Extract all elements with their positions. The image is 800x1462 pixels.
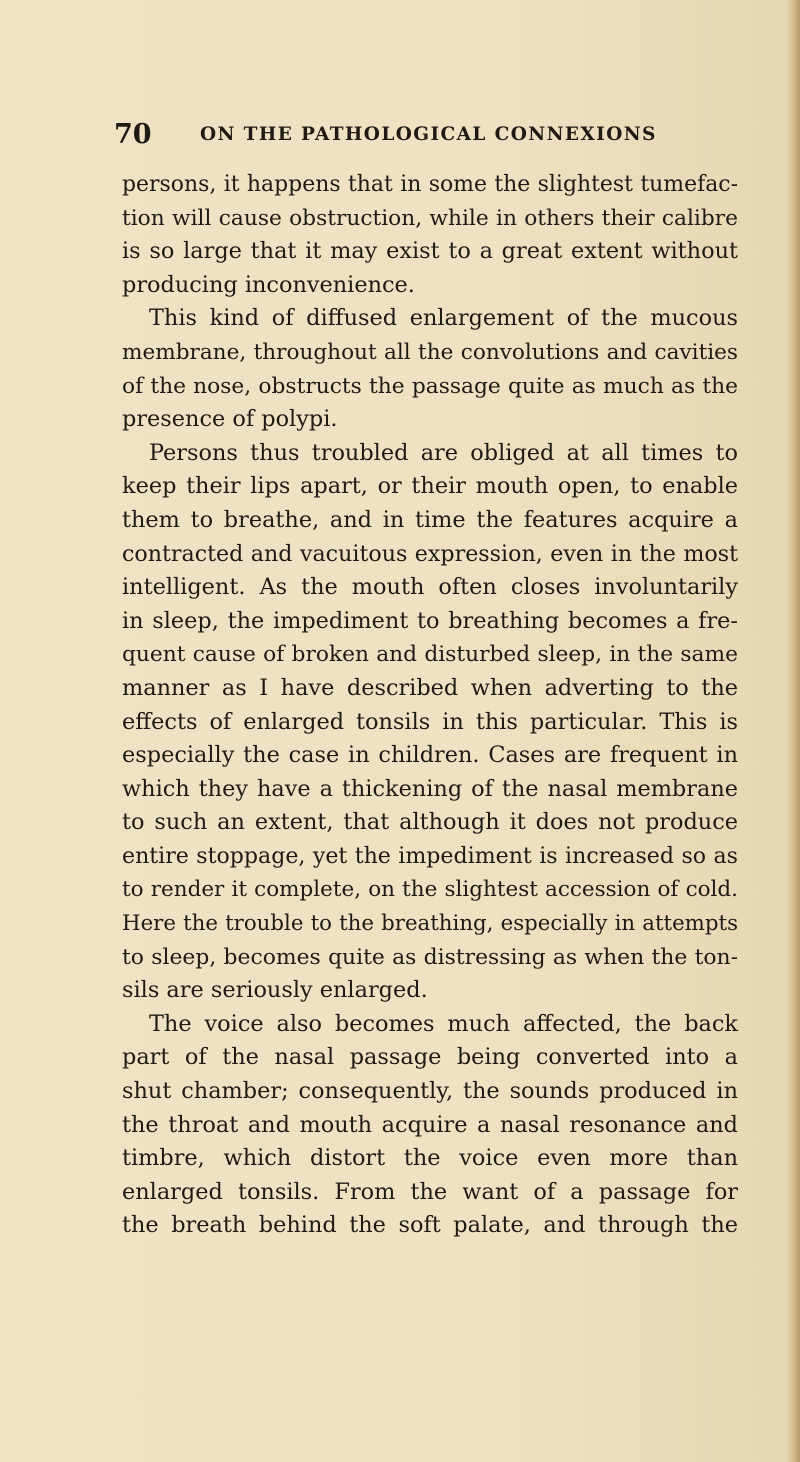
text-line: especially the case in children. Cases are frequent in xyxy=(122,742,738,769)
text-line: tion will cause obstruction, while in others their calibre xyxy=(122,205,738,231)
text-line: to sleep, becomes quite as distressing as when the ton- xyxy=(122,944,738,970)
text-line: This kind of diffused enlargement of the mucous xyxy=(149,305,738,332)
text-line: contracted and vacuitous expression, even in the most xyxy=(122,540,738,567)
running-head: ON THE PATHOLOGICAL CONNEXIONS xyxy=(200,124,657,145)
text-line: in sleep, the impediment to breathing becomes a fre- xyxy=(122,607,738,634)
text-line: intelligent. As the mouth often closes involuntarily xyxy=(122,574,738,601)
text-line: the breath behind the soft palate, and through the xyxy=(122,1212,738,1239)
text-line: sils are seriously enlarged. xyxy=(122,977,428,1004)
text-line: membrane, throughout all the convolutions and cavities xyxy=(122,339,738,365)
text-line: to such an extent, that although it does not produce xyxy=(122,809,738,836)
text-line: enlarged tonsils. From the want of a passage for xyxy=(122,1178,738,1205)
text-line: of the nose, obstructs the passage quite as much as the xyxy=(122,373,738,399)
text-line: shut chamber; consequently, the sounds produced in xyxy=(122,1078,738,1105)
text-line: Here the trouble to the breathing, especially in attempts xyxy=(122,911,738,937)
text-line: manner as I have described when adverting to the xyxy=(122,674,738,701)
page-number: 70 xyxy=(114,119,152,150)
text-line: presence of polypi. xyxy=(122,406,338,433)
text-line: is so large that it may exist to a great extent without xyxy=(122,238,738,265)
page-edge-shadow xyxy=(786,0,800,1462)
text-line: The voice also becomes much affected, the back xyxy=(149,1010,738,1037)
text-line: timbre, which distort the voice even more than xyxy=(122,1145,738,1172)
text-line: which they have a thickening of the nasal membrane xyxy=(122,775,738,802)
text-line: persons, it happens that in some the slightest tumefac- xyxy=(122,172,738,197)
text-line: Persons thus troubled are obliged at all times to xyxy=(149,439,738,466)
text-line: keep their lips apart, or their mouth open, to enable xyxy=(122,473,738,500)
text-line: the throat and mouth acquire a nasal resonance and xyxy=(122,1111,738,1138)
text-line: part of the nasal passage being converted into a xyxy=(122,1044,738,1071)
page-header xyxy=(114,117,754,153)
text-line: to render it complete, on the slightest accession of cold. xyxy=(122,877,738,903)
text-line: entire stoppage, yet the impediment is increased so as xyxy=(122,842,738,869)
body-text xyxy=(122,168,738,1243)
text-line: quent cause of broken and disturbed sleep, in the same xyxy=(122,642,738,668)
text-line: effects of enlarged tonsils in this particular. This is xyxy=(122,708,738,735)
text-line: them to breathe, and in time the features acquire a xyxy=(122,506,738,533)
text-line: producing inconvenience. xyxy=(122,271,415,298)
